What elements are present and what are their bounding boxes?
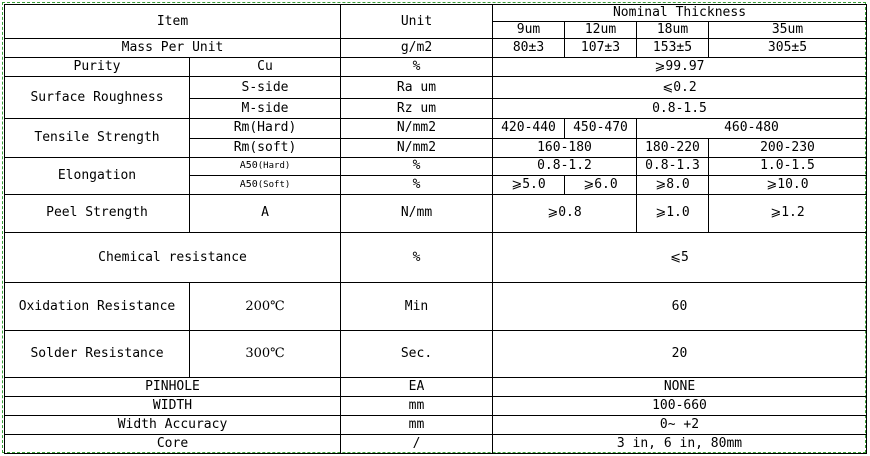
elongation-soft-sub-main: A50 [239,178,258,190]
roughness-s-value: ⩽0.2 [493,77,867,99]
tensile-soft-18um: 180-220 [637,138,709,157]
peel-sub: A [190,194,341,232]
tensile-hard-12um: 450-470 [565,119,637,138]
oxidation-unit: Min [341,283,493,331]
elongation-hard-18um: 0.8-1.3 [637,157,709,175]
mass-12um: 107±3 [565,39,637,58]
oxidation-item: Oxidation Resistance [5,283,190,331]
oxidation-value: 60 [493,283,867,331]
mass-unit: g/m2 [341,39,493,58]
elongation-hard-sub-main: A50 [239,160,258,172]
width-accuracy-item: Width Accuracy [5,415,341,434]
header-unit: Unit [341,5,493,39]
pinhole-item: PINHOLE [5,377,341,396]
mass-35um: 305±5 [709,39,867,58]
roughness-m-unit: Rz um [341,99,493,119]
roughness-s-unit: Ra um [341,77,493,99]
table-row [5,77,867,99]
table-row [5,396,867,415]
spec-table [4,4,867,454]
peel-35um: ⩾1.2 [709,194,867,232]
purity-unit: % [341,58,493,77]
table-row [5,194,867,232]
width-accuracy-value: 0~ +2 [493,415,867,434]
chemical-unit: % [341,232,493,282]
elongation-soft-9um: ⩾5.0 [493,175,565,194]
elongation-hard-sub-tag: (Hard) [257,161,291,172]
solder-item: Solder Resistance [5,331,190,377]
solder-value: 20 [493,331,867,377]
chemical-value: ⩽5 [493,232,867,282]
elongation-hard-35um: 1.0-1.5 [709,157,867,175]
table-row [5,58,867,77]
tensile-hard-sub: Rm(Hard) [190,119,341,138]
table-row [5,283,867,331]
peel-9-12um: ⩾0.8 [493,194,637,232]
roughness-item: Surface Roughness [5,77,190,119]
purity-sub: Cu [190,58,341,77]
table-row [5,377,867,396]
width-accuracy-unit: mm [341,415,493,434]
roughness-s-side: S-side [190,77,341,99]
mass-item: Mass Per Unit [5,39,341,58]
elongation-soft-unit: % [341,175,493,194]
tensile-item: Tensile Strength [5,119,190,157]
pinhole-value: NONE [493,377,867,396]
thickness-12um: 12um [565,22,637,39]
elongation-item: Elongation [5,157,190,194]
thickness-18um: 18um [637,22,709,39]
tensile-hard-9um: 420-440 [493,119,565,138]
elongation-hard-9-12um: 0.8-1.2 [493,157,637,175]
mass-9um: 80±3 [493,39,565,58]
pinhole-unit: EA [341,377,493,396]
roughness-m-value: 0.8-1.5 [493,99,867,119]
peel-unit: N/mm [341,194,493,232]
elongation-soft-12um: ⩾6.0 [565,175,637,194]
elongation-hard-unit: % [341,157,493,175]
table-row [5,415,867,434]
purity-item: Purity [5,58,190,77]
width-unit: mm [341,396,493,415]
table-row [5,232,867,282]
elongation-soft-sub-tag: (Soft) [257,179,291,190]
table-row [5,157,867,175]
elongation-soft-sub [190,175,341,194]
peel-item: Peel Strength [5,194,190,232]
core-item: Core [5,434,341,453]
core-unit: / [341,434,493,453]
chemical-item: Chemical resistance [5,232,341,282]
table-row [5,119,867,138]
header-item: Item [5,5,341,39]
elongation-hard-sub [190,157,341,175]
thickness-35um: 35um [709,22,867,39]
solder-sub: 300℃ [190,331,341,377]
table-row [5,331,867,377]
core-value: 3 in, 6 in, 80mm [493,434,867,453]
header-nominal-thickness: Nominal Thickness [493,5,867,22]
width-item: WIDTH [5,396,341,415]
solder-unit: Sec. [341,331,493,377]
tensile-soft-unit: N/mm2 [341,138,493,157]
tensile-hard-unit: N/mm2 [341,119,493,138]
roughness-m-side: M-side [190,99,341,119]
table-row [5,434,867,453]
peel-18um: ⩾1.0 [637,194,709,232]
elongation-soft-35um: ⩾10.0 [709,175,867,194]
tensile-soft-35um: 200-230 [709,138,867,157]
table-row [5,39,867,58]
width-value: 100-660 [493,396,867,415]
tensile-hard-18-35um: 460-480 [637,119,867,138]
oxidation-sub: 200℃ [190,283,341,331]
elongation-soft-18um: ⩾8.0 [637,175,709,194]
mass-18um: 153±5 [637,39,709,58]
thickness-9um: 9um [493,22,565,39]
tensile-soft-9-12um: 160-180 [493,138,637,157]
tensile-soft-sub: Rm(soft) [190,138,341,157]
purity-value: ⩾99.97 [493,58,867,77]
